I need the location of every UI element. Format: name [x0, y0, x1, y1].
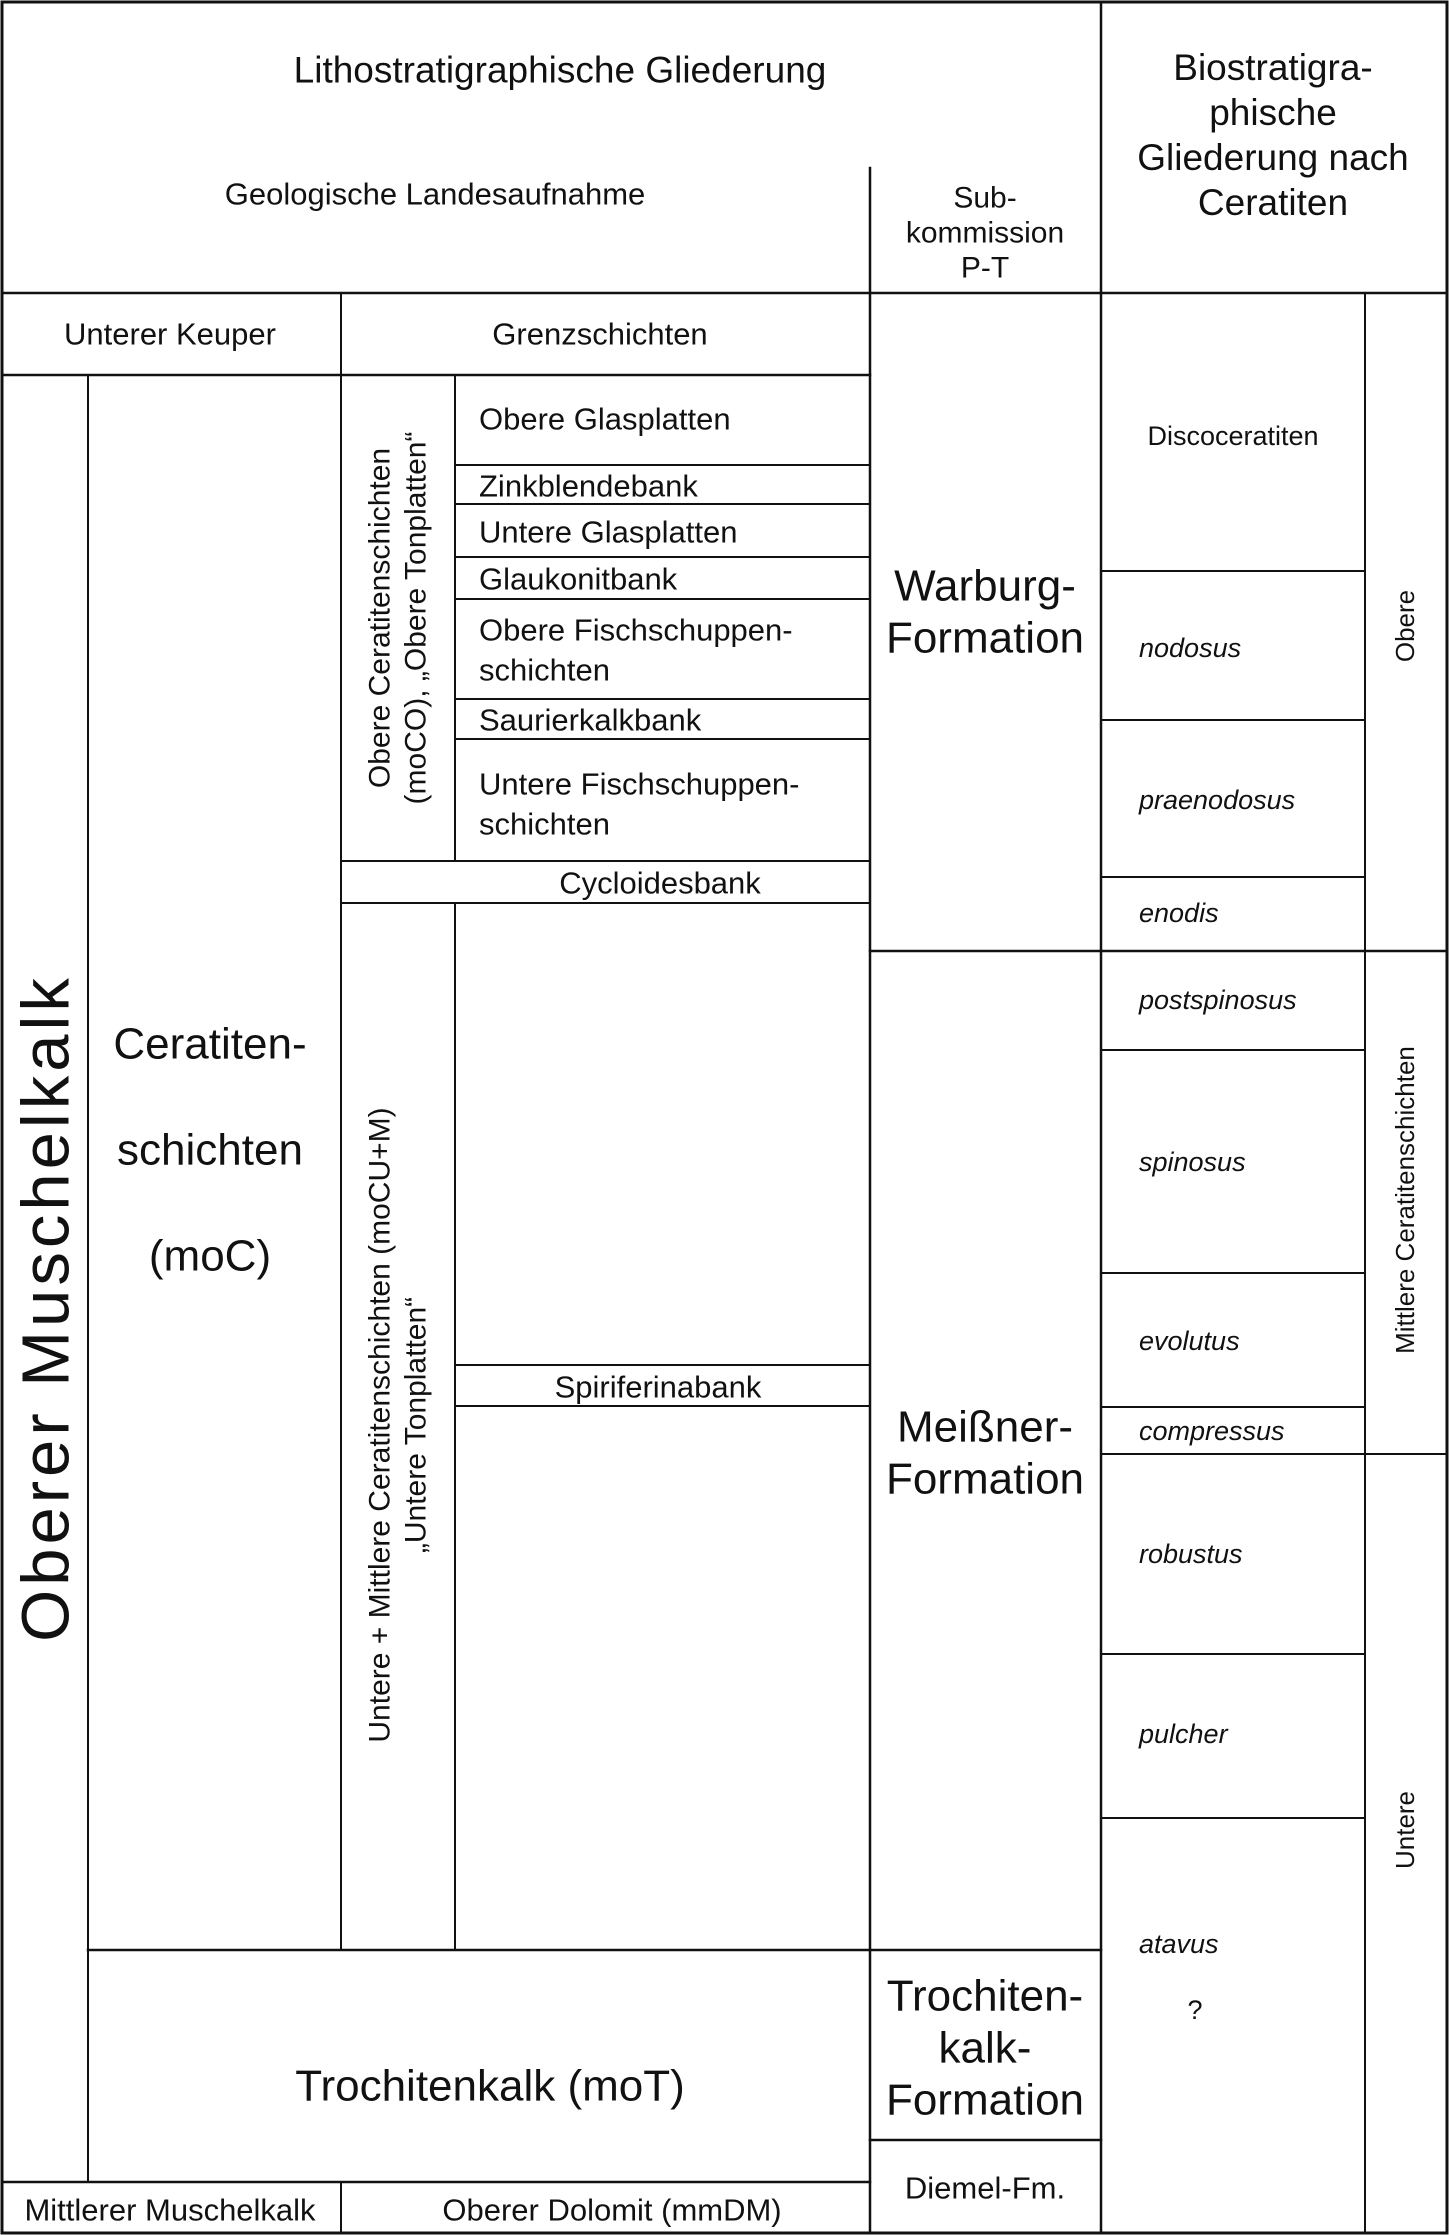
mittlerer-muschelkalk-label: Mittlerer Muschelkalk — [24, 2192, 316, 2228]
bed-label — [555, 1370, 762, 1405]
zone-label: nodosus — [1139, 633, 1242, 663]
meissner-formation-label — [886, 1403, 1084, 1504]
biostratigraphy-header-line: Biostratigra- — [1173, 47, 1373, 88]
bed-label — [479, 402, 731, 437]
warburg-formation-label-line: Warburg- — [894, 561, 1076, 611]
trochitenkalk-formation-label-line: kalk- — [938, 2023, 1032, 2073]
zone-label: compressus — [1139, 1416, 1285, 1446]
zone-label: pulcher — [1139, 1719, 1228, 1749]
grenzschichten-label: Grenzschichten — [492, 316, 708, 352]
bed-label-line: Glaukonitbank — [479, 561, 678, 597]
untere-mittlere-ceratitenschichten-label — [364, 1107, 433, 1742]
bed-label-line: Spiriferinabank — [554, 1369, 762, 1405]
bed-label-line: Untere Fischschuppen- — [479, 766, 800, 802]
zone-label: Discoceratiten — [1147, 421, 1319, 451]
subcommission-header-line: P-T — [960, 251, 1010, 285]
subcommission-header-line: Sub- — [953, 181, 1017, 215]
bed-label-line: Saurierkalkbank — [479, 702, 702, 738]
bed-label — [479, 703, 702, 738]
diemel-formation-label: Diemel-Fm. — [904, 2170, 1066, 2206]
obere-ceratitenschichten-label-line: (moCO), „Obere Tonplatten“ — [399, 431, 433, 805]
zone-label: atavus — [1139, 1929, 1219, 1959]
ceratitenschichten-label — [113, 1020, 306, 1281]
biostratigraphy-header-line: phische — [1209, 92, 1337, 133]
zone-group-untere: Untere — [1390, 1790, 1420, 1870]
bed-label — [479, 767, 800, 842]
untere-mittlere-ceratitenschichten-label-line: „Untere Tonplatten“ — [399, 1296, 433, 1554]
zone-group-obere: Obere — [1390, 589, 1420, 663]
bed-label — [479, 515, 737, 550]
untere-mittlere-ceratitenschichten-label-line: Untere + Mittlere Ceratitenschichten (moCU+M) — [363, 1107, 397, 1743]
unterer-keuper-label: Unterer Keuper — [64, 316, 276, 352]
ceratitenschichten-label-line: Ceratiten- — [113, 1019, 307, 1069]
bed-label — [479, 562, 678, 597]
bed-label-line: schichten — [479, 806, 610, 842]
bed-label-line: Zinkblendebank — [479, 468, 698, 504]
oberer-dolomit-label: Oberer Dolomit (mmDM) — [442, 2192, 782, 2228]
trochitenkalk-formation-label — [886, 1972, 1084, 2125]
bed-label — [479, 469, 698, 504]
bed-label-line: Untere Glasplatten — [479, 514, 738, 550]
zone-label: postspinosus — [1139, 985, 1297, 1015]
zone-label: praenodosus — [1139, 785, 1296, 815]
bed-label-line: schichten — [479, 652, 610, 688]
bed-label-line: Obere Fischschuppen- — [479, 612, 793, 648]
obere-ceratitenschichten-label-line: Obere Ceratitenschichten — [363, 447, 397, 789]
subcommission-header — [906, 182, 1064, 285]
bed-label-line: Cycloidesbank — [559, 865, 761, 901]
meissner-formation-label-line: Meißner- — [896, 1402, 1074, 1452]
zone-label: enodis — [1139, 898, 1219, 928]
oberer-muschelkalk-label: Oberer Muschelkalk — [8, 974, 84, 1642]
biostratigraphy-header-line: Ceratiten — [1197, 182, 1349, 223]
subcommission-header-line: kommission — [905, 216, 1065, 250]
trochitenkalk-formation-label-line: Trochiten- — [886, 1971, 1084, 2021]
zone-label: evolutus — [1139, 1326, 1240, 1356]
warburg-formation-label — [886, 562, 1084, 663]
biostratigraphy-header — [1137, 47, 1409, 223]
obere-ceratitenschichten-label — [364, 432, 433, 805]
bed-label-line: Obere Glasplatten — [479, 401, 731, 437]
zone-label: robustus — [1139, 1539, 1243, 1569]
survey-subtitle: Geologische Landesaufnahme — [224, 176, 646, 212]
warburg-formation-label-line: Formation — [885, 613, 1085, 663]
zone-group-mittlere: Mittlere Ceratitenschichten — [1390, 1046, 1420, 1354]
lithostratigraphy-title: Lithostratigraphische Gliederung — [293, 49, 827, 91]
ceratitenschichten-label-line: schichten — [117, 1125, 303, 1175]
zone-uncertain-mark: ? — [1187, 1995, 1203, 2025]
meissner-formation-label-line: Formation — [885, 1454, 1085, 1504]
trochitenkalk-formation-label-line: Formation — [885, 2075, 1085, 2125]
biostratigraphy-header-line: Gliederung nach — [1137, 137, 1409, 178]
bed-label — [559, 866, 761, 901]
ceratitenschichten-label-line: (moC) — [148, 1231, 272, 1281]
bed-label — [479, 613, 793, 688]
zone-label: spinosus — [1139, 1147, 1246, 1177]
trochitenkalk-label: Trochitenkalk (moT) — [295, 2061, 685, 2111]
